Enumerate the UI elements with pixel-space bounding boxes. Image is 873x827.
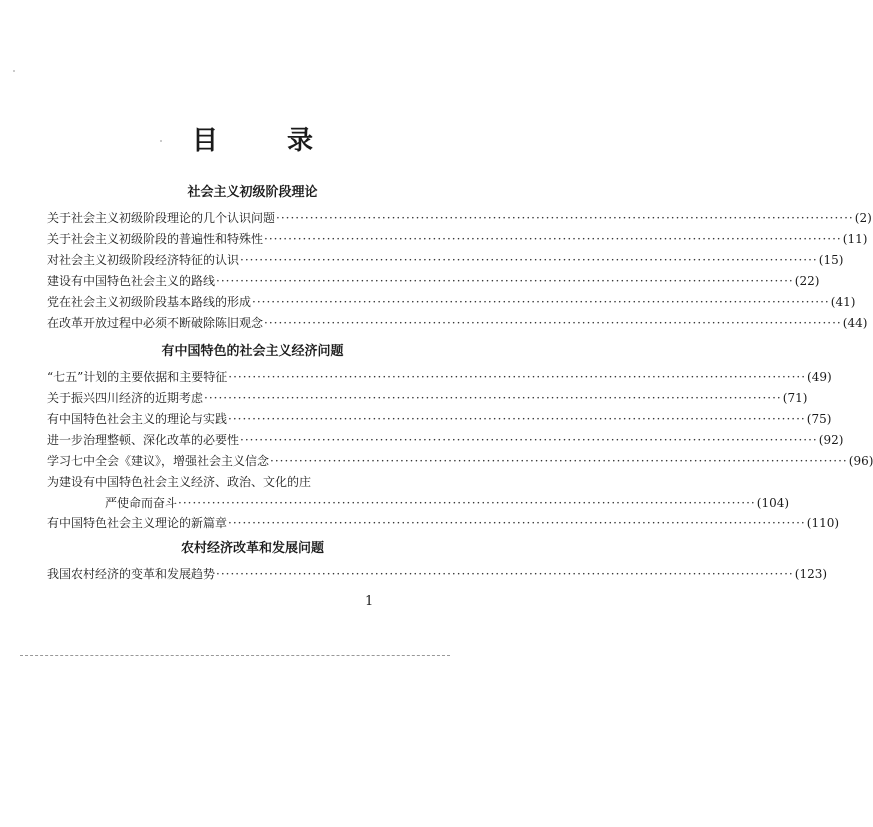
page-ref-number: 92 <box>823 433 839 447</box>
paren-open: ( <box>818 253 824 267</box>
page-ref <box>843 229 868 249</box>
paren-open: ( <box>782 391 788 405</box>
toc-entry-title: 我国农村经济的变革和发展趋势 <box>47 567 216 581</box>
page-ref <box>843 313 868 333</box>
paren-open: ( <box>794 274 800 288</box>
page-ref <box>807 409 832 429</box>
paren-open: ( <box>854 211 860 225</box>
page-ref-number: 96 <box>853 454 869 468</box>
page-edge-divider <box>20 655 450 656</box>
paren-open: ( <box>848 454 854 468</box>
paren-open: ( <box>830 295 836 309</box>
paren-close: ) <box>822 567 828 581</box>
page-ref-number: 15 <box>823 253 839 267</box>
page-ref <box>855 208 872 228</box>
paren-close: ) <box>784 496 790 510</box>
page-ref <box>757 493 789 513</box>
paren-open: ( <box>756 496 762 510</box>
page-ref-number: 41 <box>835 295 851 309</box>
toc-entry-title: 关于振兴四川经济的近期考虑 <box>47 391 204 405</box>
page-title: 目 录 <box>191 126 344 156</box>
paren-close: ) <box>862 232 868 246</box>
toc-entry <box>47 292 856 312</box>
toc-entry-title: 建设有中国特色社会主义的路线 <box>47 274 216 288</box>
page-ref-number: 75 <box>811 412 827 426</box>
paren-close: ) <box>814 274 820 288</box>
toc-entry-title: 有中国特色社会主义理论的新篇章 <box>47 516 228 530</box>
scan-speck <box>160 140 162 142</box>
toc-entry-title: 对社会主义初级阶段经济特征的认识 <box>47 253 240 267</box>
paren-close: ) <box>862 316 868 330</box>
paren-close: ) <box>868 454 873 468</box>
paren-close: ) <box>826 412 832 426</box>
paren-close: ) <box>867 211 872 225</box>
section-heading: 社会主义初级阶段理论 <box>187 185 318 200</box>
page-number: 1 <box>365 594 374 609</box>
toc-entry-title: 进一步治理整顿、深化改革的必要性 <box>47 433 240 447</box>
dot-leader: ························································································································ <box>204 391 782 405</box>
dot-leader: ························································································································ <box>228 370 807 384</box>
page-ref <box>795 271 820 291</box>
page-ref-number: 104 <box>761 496 785 510</box>
toc-entry <box>105 493 790 513</box>
dot-leader: ························································································································ <box>264 316 842 330</box>
page-ref-number: 49 <box>811 370 827 384</box>
toc-entry <box>47 271 820 291</box>
page-ref-number: 11 <box>847 232 863 246</box>
toc-entry <box>47 513 840 533</box>
page-ref-number: 44 <box>847 316 863 330</box>
page-ref <box>783 388 808 408</box>
toc-entry-title: 在改革开放过程中必须不断破除陈旧观念 <box>47 316 264 330</box>
toc-entry-title: 关于社会主义初级阶段的普遍性和特殊性 <box>47 232 264 246</box>
paren-close: ) <box>850 295 856 309</box>
page-ref-number: 123 <box>799 567 823 581</box>
toc-entry <box>47 388 808 408</box>
dot-leader: ························································································································ <box>264 232 842 246</box>
page-ref <box>819 250 844 270</box>
page-ref <box>807 513 839 533</box>
toc-entry <box>47 430 844 450</box>
paren-open: ( <box>842 316 848 330</box>
dot-leader: ························································································································ <box>178 496 756 510</box>
page-ref <box>849 451 873 471</box>
toc-entry <box>47 564 828 584</box>
toc-entry-title: 关于社会主义初级阶段理论的几个认识问题 <box>47 211 276 225</box>
page-ref <box>831 292 856 312</box>
toc-entry <box>47 367 832 387</box>
scan-speck <box>13 70 15 72</box>
toc-entry <box>47 409 832 429</box>
toc-entry <box>47 208 872 228</box>
toc-entry-title: 有中国特色社会主义的理论与实践 <box>47 412 228 426</box>
paren-open: ( <box>818 433 824 447</box>
page-ref-number: 110 <box>811 516 835 530</box>
page-ref-number: 2 <box>859 211 868 225</box>
toc-entry-title: 严使命而奋斗 <box>105 496 178 510</box>
dot-leader: ························································································································ <box>228 516 806 530</box>
page-ref <box>819 430 844 450</box>
paren-open: ( <box>806 516 812 530</box>
dot-leader: ························································································································ <box>240 253 818 267</box>
page-ref <box>795 564 827 584</box>
paren-close: ) <box>826 370 832 384</box>
toc-entry <box>47 250 844 270</box>
toc-entry-title: 党在社会主义初级阶段基本路线的形成 <box>47 295 252 309</box>
paren-open: ( <box>794 567 800 581</box>
dot-leader: ························································································································ <box>240 433 818 447</box>
paren-close: ) <box>838 253 844 267</box>
toc-entry <box>47 229 868 249</box>
section-heading: 农村经济改革和发展问题 <box>180 541 324 556</box>
dot-leader: ························································································································ <box>276 211 854 225</box>
toc-entry-title: “七五”计划的主要依据和主要特征 <box>47 370 228 384</box>
toc-entry <box>47 313 868 333</box>
page-ref <box>807 367 832 387</box>
section-heading: 有中国特色的社会主义经济问题 <box>161 344 344 359</box>
dot-leader: ························································································································ <box>216 274 794 288</box>
paren-open: ( <box>807 370 812 384</box>
toc-entry-title: 为建设有中国特色社会主义经济、政治、文化的庄 <box>47 475 312 489</box>
page-ref-number: 71 <box>787 391 803 405</box>
dot-leader: ························································································································ <box>270 454 848 468</box>
toc-entry-title: 学习七中全会《建议》，增强社会主义信念 <box>47 454 270 468</box>
paren-close: ) <box>802 391 808 405</box>
dot-leader: ························································································································ <box>228 412 806 426</box>
paren-open: ( <box>806 412 812 426</box>
paren-close: ) <box>838 433 844 447</box>
dot-leader: ························································································································ <box>216 567 794 581</box>
paren-open: ( <box>842 232 848 246</box>
toc-entry <box>47 451 873 471</box>
paren-close: ) <box>834 516 840 530</box>
dot-leader: ························································································································ <box>252 295 830 309</box>
page-ref-number: 22 <box>799 274 815 288</box>
